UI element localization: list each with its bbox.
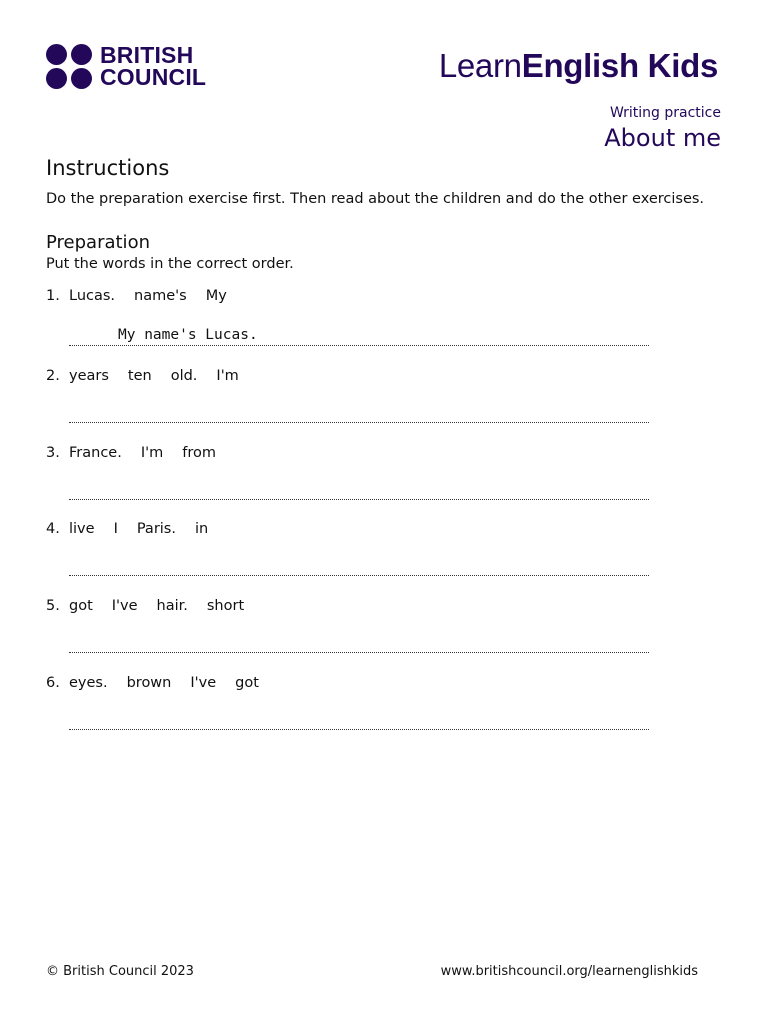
worksheet-title: About me <box>604 124 721 152</box>
scrambled-word: I've <box>111 598 138 614</box>
answer-line[interactable] <box>69 729 649 730</box>
exercise-number: 4. <box>46 521 60 537</box>
scrambled-word: years <box>69 368 109 384</box>
scrambled-word: hair. <box>156 598 188 614</box>
scrambled-word: Lucas. <box>69 288 116 304</box>
scrambled-word: My <box>205 288 227 304</box>
example-answer: My name's Lucas. <box>118 327 258 343</box>
british-council-logo <box>46 44 216 90</box>
footer-url[interactable]: www.britishcouncil.org/learnenglishkids <box>440 964 698 979</box>
scrambled-word: short <box>206 598 245 614</box>
exercise-item <box>46 288 656 358</box>
scrambled-word: got <box>235 675 259 691</box>
scrambled-word: Paris. <box>136 521 176 537</box>
exercise-number: 3. <box>46 445 60 461</box>
answer-line[interactable] <box>69 422 649 423</box>
answer-line[interactable] <box>69 345 649 346</box>
instructions-heading: Instructions <box>46 156 170 180</box>
logo-text: BRITISH COUNCIL <box>100 42 207 90</box>
scrambled-word: I'm <box>140 445 164 461</box>
scrambled-word: ten <box>127 368 152 384</box>
footer-copyright: © British Council 2023 <box>46 964 194 979</box>
preparation-text: Put the words in the correct order. <box>46 256 294 272</box>
preparation-heading: Preparation <box>46 232 150 253</box>
scrambled-words <box>69 521 227 537</box>
logo-dots-icon <box>46 44 94 90</box>
answer-line[interactable] <box>69 575 649 576</box>
exercise-number: 5. <box>46 598 60 614</box>
exercise-number: 6. <box>46 675 60 691</box>
exercise-item <box>46 445 656 515</box>
scrambled-words <box>69 598 263 614</box>
instructions-text: Do the preparation exercise first. Then read about the children and do the other exercises. <box>46 191 705 207</box>
scrambled-word: got <box>69 598 93 614</box>
exercise-number: 2. <box>46 368 60 384</box>
answer-line[interactable] <box>69 499 649 500</box>
scrambled-words <box>69 288 246 304</box>
scrambled-word: France. <box>69 445 122 461</box>
scrambled-word: live <box>69 521 95 537</box>
worksheet-subtitle: Writing practice <box>609 105 721 121</box>
scrambled-word: name's <box>134 288 187 304</box>
exercise-number: 1. <box>46 288 60 304</box>
answer-line[interactable] <box>69 652 649 653</box>
scrambled-word: I <box>113 521 118 537</box>
exercise-item <box>46 368 656 438</box>
scrambled-word: old. <box>170 368 198 384</box>
scrambled-words <box>69 368 258 384</box>
learnenglish-kids-brand: LearnEnglish Kids <box>438 47 718 84</box>
exercise-item <box>46 521 656 591</box>
exercise-item <box>46 675 656 745</box>
scrambled-words <box>69 675 278 691</box>
scrambled-word: in <box>194 521 209 537</box>
scrambled-words <box>69 445 235 461</box>
scrambled-word: brown <box>126 675 172 691</box>
scrambled-word: I've <box>190 675 217 691</box>
exercise-item <box>46 598 656 668</box>
scrambled-word: from <box>182 445 216 461</box>
scrambled-word: I'm <box>216 368 239 384</box>
scrambled-word: eyes. <box>69 675 108 691</box>
